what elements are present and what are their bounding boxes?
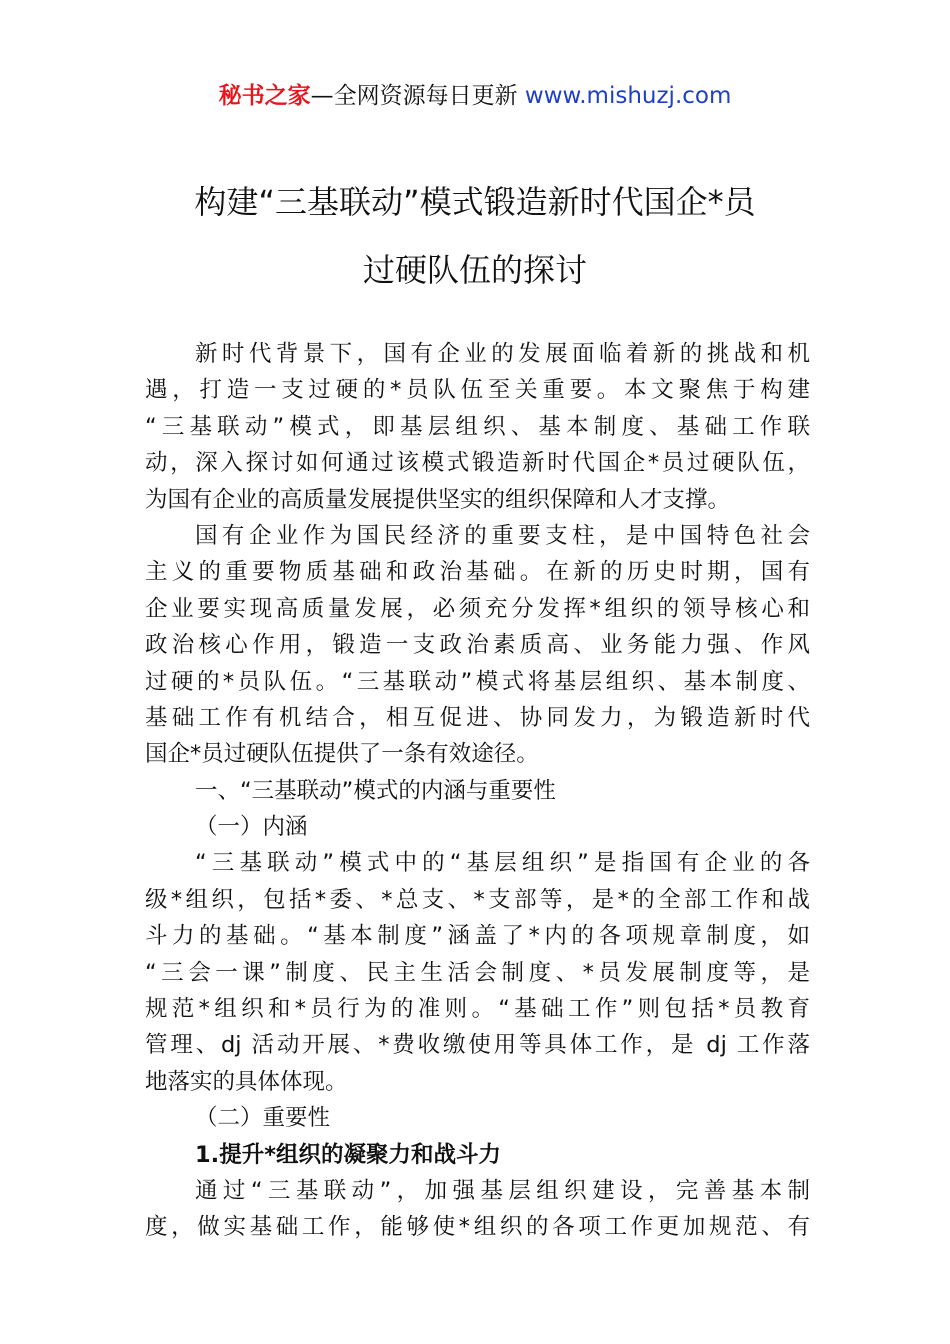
text-line: 斗力的基础。“基本制度”涵盖了*内的各项规章制度，如 (145, 923, 810, 950)
text-line: “三基联动”模式中的“基层组织”是指国有企业的各 (195, 850, 810, 877)
section-heading: 1.提升*组织的凝聚力和战斗力 (195, 1141, 501, 1168)
text-line: （二）重要性 (195, 1105, 331, 1132)
text-line: 通过“三基联动”，加强基层组织建设，完善基本制 (195, 1177, 810, 1204)
text-line: 遇，打造一支过硬的*员队伍至关重要。本文聚焦于构建 (145, 377, 810, 404)
text-line: 一、“三基联动”模式的内涵与重要性 (195, 777, 556, 804)
site-header (0, 80, 950, 112)
text-line: 基础工作有机结合，相互促进、协同发力，为锻造新时代 (145, 704, 810, 731)
document-title-line-1: 构建“三基联动”模式锻造新时代国企*员 (194, 183, 756, 221)
text-line: 级*组织，包括*委、*总支、*支部等，是*的全部工作和战 (145, 886, 810, 913)
document-body (145, 336, 810, 1246)
text-line: 动，深入探讨如何通过该模式锻造新时代国企*员过硬队伍， (145, 450, 810, 477)
text-line: 国企*员过硬队伍提供了一条有效途径。 (145, 741, 539, 768)
text-line: 新时代背景下，国有企业的发展面临着新的挑战和机 (195, 341, 810, 367)
text-line: 地落实的具体体现。 (145, 1068, 348, 1095)
site-brand: 秘书之家 (218, 83, 311, 109)
text-line: 管理、dj 活动开展、*费收缴使用等具体工作，是 dj 工作落 (145, 1032, 810, 1059)
text-line: 度，做实基础工作，能够使*组织的各项工作更加规范、有 (145, 1214, 810, 1241)
document-title-line-2: 过硬队伍的探讨 (362, 251, 587, 289)
text-line: “三基联动”模式，即基层组织、基本制度、基础工作联 (145, 413, 810, 440)
text-line: 企业要实现高质量发展，必须充分发挥*组织的领导核心和 (145, 595, 810, 622)
site-tagline: —全网资源每日更新 (310, 83, 525, 109)
text-line: 过硬的*员队伍。“三基联动”模式将基层组织、基本制度、 (145, 668, 810, 695)
text-line: 为国有企业的高质量发展提供坚实的组织保障和人才支撑。 (145, 486, 731, 513)
site-url-link[interactable]: www.mishuzj.com (524, 83, 732, 109)
text-line: 政治核心作用，锻造一支政治素质高、业务能力强、作风 (145, 632, 810, 659)
text-line: 国有企业作为国民经济的重要支柱，是中国特色社会 (195, 522, 810, 549)
text-line: “三会一课”制度、民主生活会制度、*员发展制度等，是 (145, 959, 810, 986)
text-line: 主义的重要物质基础和政治基础。在新的历史时期，国有 (145, 559, 810, 586)
text-line: 规范*组织和*员行为的准则。“基础工作”则包括*员教育 (145, 996, 810, 1023)
text-line: （一）内涵 (195, 814, 308, 841)
